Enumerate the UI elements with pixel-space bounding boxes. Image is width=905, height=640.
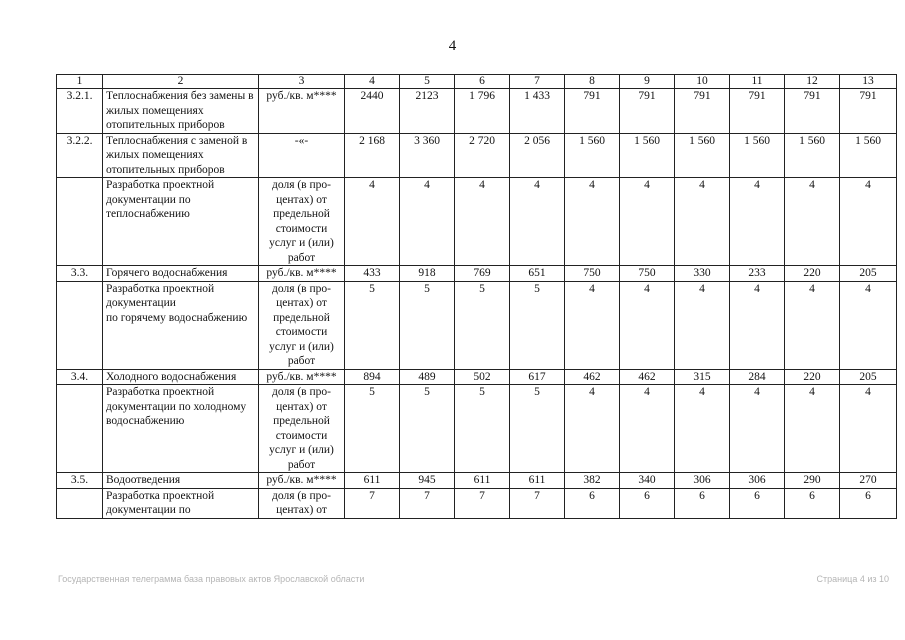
value-cell: 1 560 [785, 133, 840, 178]
value-cell: 7 [400, 488, 455, 518]
value-cell: 894 [345, 369, 400, 385]
column-header: 4 [345, 75, 400, 89]
value-cell: 611 [455, 473, 510, 489]
value-cell: 2 056 [510, 133, 565, 178]
value-cell: 750 [565, 266, 620, 282]
value-cell: 220 [785, 266, 840, 282]
table-row [57, 89, 897, 134]
value-cell: 6 [785, 488, 840, 518]
column-header: 2 [103, 75, 259, 89]
unit-cell: руб./кв. м**** [259, 369, 345, 385]
value-cell: 750 [620, 266, 675, 282]
value-cell: 233 [730, 266, 785, 282]
value-cell: 791 [565, 89, 620, 134]
value-cell: 462 [620, 369, 675, 385]
value-cell: 4 [730, 385, 785, 473]
value-cell: 1 560 [730, 133, 785, 178]
value-cell: 4 [675, 385, 730, 473]
unit-cell: руб./кв. м**** [259, 266, 345, 282]
value-cell: 4 [675, 281, 730, 369]
value-cell: 205 [840, 369, 897, 385]
value-cell: 5 [345, 385, 400, 473]
column-header: 13 [840, 75, 897, 89]
value-cell: 5 [455, 385, 510, 473]
value-cell: 4 [730, 281, 785, 369]
value-cell: 791 [675, 89, 730, 134]
value-cell: 6 [565, 488, 620, 518]
value-cell: 4 [455, 178, 510, 266]
value-cell: 769 [455, 266, 510, 282]
table-row [57, 488, 897, 518]
value-cell: 4 [785, 178, 840, 266]
footer-page-count: Страница 4 из 10 [816, 574, 889, 584]
value-cell: 502 [455, 369, 510, 385]
value-cell: 791 [620, 89, 675, 134]
value-cell: 4 [620, 281, 675, 369]
value-cell: 7 [345, 488, 400, 518]
service-name-cell: Разработка проектной документации по горячему водоснабжению [103, 281, 259, 369]
unit-cell: руб./кв. м**** [259, 473, 345, 489]
table-row [57, 178, 897, 266]
table-row [57, 385, 897, 473]
value-cell: 4 [785, 385, 840, 473]
footer-source: Государственная телеграмма база правовых актов Ярославской области [58, 574, 365, 584]
value-cell: 4 [400, 178, 455, 266]
value-cell: 617 [510, 369, 565, 385]
row-number-cell [57, 178, 103, 266]
value-cell: 7 [455, 488, 510, 518]
value-cell: 4 [675, 178, 730, 266]
row-number-cell: 3.4. [57, 369, 103, 385]
value-cell: 1 560 [565, 133, 620, 178]
value-cell: 4 [345, 178, 400, 266]
table-row [57, 266, 897, 282]
column-header: 10 [675, 75, 730, 89]
table-row [57, 133, 897, 178]
row-number-cell: 3.3. [57, 266, 103, 282]
value-cell: 1 433 [510, 89, 565, 134]
value-cell: 6 [730, 488, 785, 518]
row-number-cell: 3.5. [57, 473, 103, 489]
unit-cell: руб./кв. м**** [259, 89, 345, 134]
value-cell: 2123 [400, 89, 455, 134]
value-cell: 4 [840, 281, 897, 369]
value-cell: 4 [620, 385, 675, 473]
value-cell: 4 [565, 281, 620, 369]
unit-cell: доля (в про- центах) от [259, 488, 345, 518]
value-cell: 651 [510, 266, 565, 282]
service-name-cell: Водоотведения [103, 473, 259, 489]
service-name-cell: Разработка проектной документации по [103, 488, 259, 518]
value-cell: 4 [840, 178, 897, 266]
value-cell: 6 [620, 488, 675, 518]
value-cell: 220 [785, 369, 840, 385]
value-cell: 5 [345, 281, 400, 369]
row-number-cell: 3.2.2. [57, 133, 103, 178]
value-cell: 315 [675, 369, 730, 385]
column-header: 5 [400, 75, 455, 89]
column-header: 7 [510, 75, 565, 89]
value-cell: 1 560 [675, 133, 730, 178]
service-name-cell: Теплоснабжения с заменой в жилых помещениях отопительных приборов [103, 133, 259, 178]
column-header: 11 [730, 75, 785, 89]
table-row [57, 281, 897, 369]
value-cell: 205 [840, 266, 897, 282]
value-cell: 5 [400, 281, 455, 369]
value-cell: 791 [730, 89, 785, 134]
value-cell: 2 168 [345, 133, 400, 178]
value-cell: 284 [730, 369, 785, 385]
value-cell: 270 [840, 473, 897, 489]
unit-cell: доля (в про- центах) от предельной стоимости услуг и (или) работ [259, 385, 345, 473]
service-name-cell: Разработка проектной документации по холодному водоснабжению [103, 385, 259, 473]
value-cell: 1 560 [620, 133, 675, 178]
value-cell: 306 [675, 473, 730, 489]
unit-cell: доля (в про- центах) от предельной стоимости услуг и (или) работ [259, 178, 345, 266]
row-number-cell: 3.2.1. [57, 89, 103, 134]
value-cell: 5 [400, 385, 455, 473]
value-cell: 330 [675, 266, 730, 282]
service-name-cell: Холодного водоснабжения [103, 369, 259, 385]
table-row [57, 473, 897, 489]
service-name-cell: Разработка проектной документации по теплоснабжению [103, 178, 259, 266]
value-cell: 3 360 [400, 133, 455, 178]
value-cell: 4 [620, 178, 675, 266]
value-cell: 2440 [345, 89, 400, 134]
value-cell: 5 [455, 281, 510, 369]
column-header: 1 [57, 75, 103, 89]
service-name-cell: Теплоснабжения без замены в жилых помещениях отопительных приборов [103, 89, 259, 134]
value-cell: 4 [785, 281, 840, 369]
value-cell: 918 [400, 266, 455, 282]
value-cell: 5 [510, 281, 565, 369]
value-cell: 4 [730, 178, 785, 266]
value-cell: 945 [400, 473, 455, 489]
value-cell: 4 [565, 385, 620, 473]
value-cell: 611 [345, 473, 400, 489]
value-cell: 4 [510, 178, 565, 266]
value-cell: 611 [510, 473, 565, 489]
page-number: 4 [448, 38, 457, 54]
value-cell: 290 [785, 473, 840, 489]
row-number-cell [57, 488, 103, 518]
row-number-cell [57, 385, 103, 473]
value-cell: 462 [565, 369, 620, 385]
unit-cell: -«- [259, 133, 345, 178]
column-header: 8 [565, 75, 620, 89]
value-cell: 489 [400, 369, 455, 385]
value-cell: 6 [675, 488, 730, 518]
column-header: 12 [785, 75, 840, 89]
value-cell: 433 [345, 266, 400, 282]
column-header: 6 [455, 75, 510, 89]
value-cell: 340 [620, 473, 675, 489]
unit-cell: доля (в про- центах) от предельной стоимости услуг и (или) работ [259, 281, 345, 369]
table-header-row [57, 75, 897, 89]
row-number-cell [57, 281, 103, 369]
value-cell: 1 796 [455, 89, 510, 134]
value-cell: 382 [565, 473, 620, 489]
value-cell: 791 [785, 89, 840, 134]
value-cell: 4 [840, 385, 897, 473]
value-cell: 4 [565, 178, 620, 266]
value-cell: 5 [510, 385, 565, 473]
value-cell: 791 [840, 89, 897, 134]
value-cell: 2 720 [455, 133, 510, 178]
column-header: 9 [620, 75, 675, 89]
tariff-table [56, 74, 897, 519]
column-header: 3 [259, 75, 345, 89]
value-cell: 6 [840, 488, 897, 518]
value-cell: 306 [730, 473, 785, 489]
value-cell: 7 [510, 488, 565, 518]
value-cell: 1 560 [840, 133, 897, 178]
service-name-cell: Горячего водоснабжения [103, 266, 259, 282]
table-row [57, 369, 897, 385]
